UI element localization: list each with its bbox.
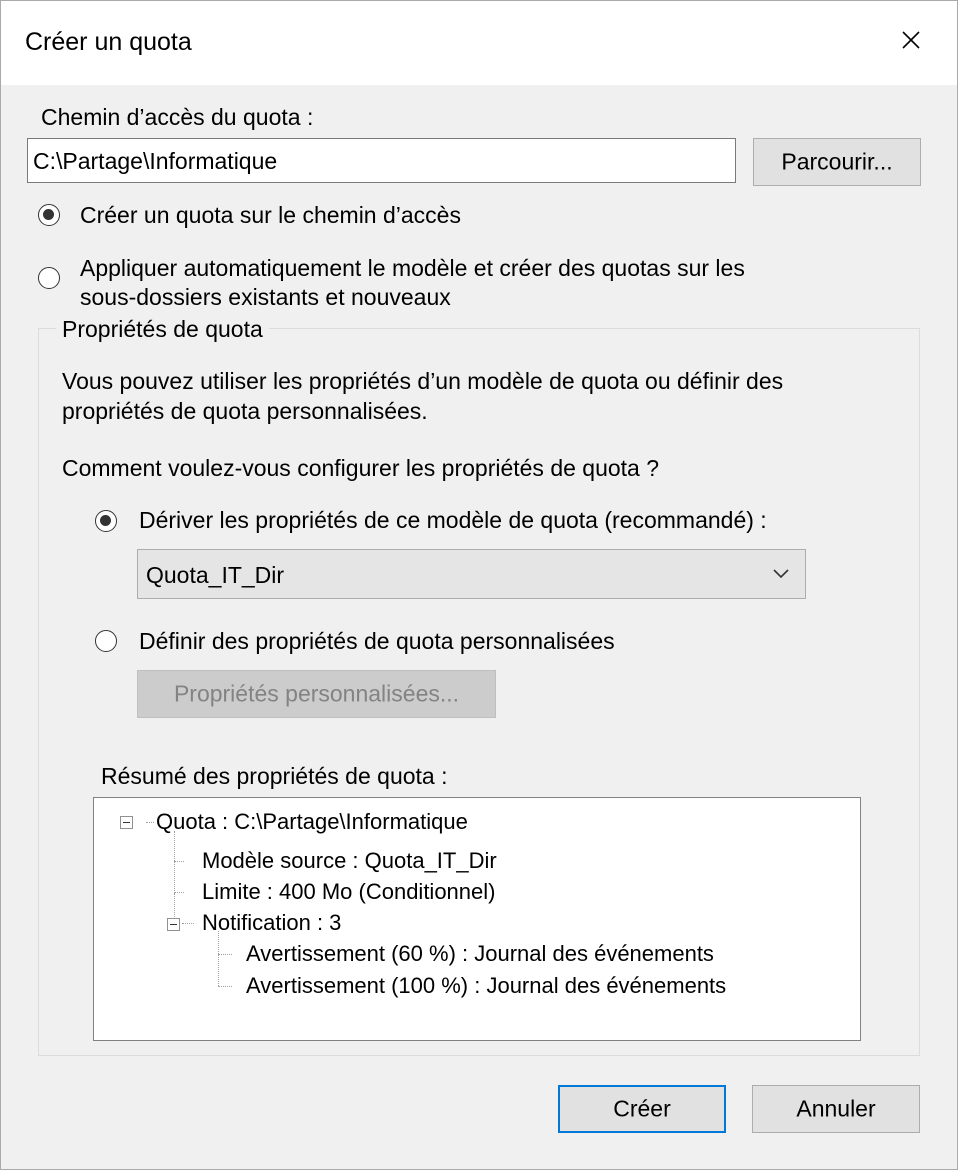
create-button[interactable] — [558, 1085, 726, 1133]
radio-create-on-path[interactable] — [38, 204, 60, 226]
template-select-value: Quota_IT_Dir — [146, 562, 285, 588]
chevron-down-icon — [773, 567, 789, 585]
tree-node-quota[interactable]: Quota : C:\Partage\Informatique — [156, 809, 468, 834]
custom-properties-button-label: Propriétés personnalisées... — [173, 680, 460, 707]
tree-connector — [174, 893, 175, 917]
path-value: C:\Partage\Informatique — [33, 148, 278, 174]
radio-auto-apply-label-line1: Appliquer automatiquement le modèle et créer des quotas sur les — [80, 255, 745, 281]
collapse-icon[interactable] — [120, 816, 133, 829]
radio-custom-properties[interactable] — [95, 630, 117, 652]
summary-tree[interactable] — [93, 797, 861, 1041]
tree-connector — [218, 986, 232, 987]
path-input[interactable] — [27, 138, 736, 183]
tree-connector — [174, 831, 175, 893]
custom-properties-button[interactable] — [137, 670, 496, 718]
tree-connector — [218, 931, 219, 986]
close-icon[interactable] — [894, 23, 928, 57]
tree-node-warning-100[interactable]: Avertissement (100 %) : Journal des événements — [246, 973, 727, 998]
radio-derive-template[interactable] — [95, 510, 117, 532]
browse-button[interactable] — [753, 138, 921, 186]
tree-connector — [174, 892, 184, 893]
tree-connector — [218, 954, 232, 955]
create-button-label: Créer — [613, 1095, 671, 1122]
radio-custom-properties-label: Définir des propriétés de quota personnalisées — [139, 628, 615, 654]
summary-label: Résumé des propriétés de quota : — [101, 763, 448, 789]
properties-description-line2: propriétés de quota personnalisées. — [62, 398, 428, 424]
window-title: Créer un quota — [25, 28, 192, 56]
cancel-button[interactable] — [752, 1085, 920, 1133]
tree-connector — [174, 861, 184, 862]
title-bar — [1, 1, 957, 85]
tree-connector — [182, 923, 194, 924]
properties-description-line1: Vous pouvez utiliser les propriétés d’un modèle de quota ou définir des — [62, 368, 784, 394]
browse-button-label: Parcourir... — [781, 148, 893, 175]
tree-node-limit[interactable]: Limite : 400 Mo (Conditionnel) — [202, 879, 496, 904]
quota-properties-group-title: Propriétés de quota — [56, 316, 269, 343]
template-select[interactable] — [137, 549, 806, 599]
radio-create-on-path-label: Créer un quota sur le chemin d’accès — [80, 202, 461, 228]
configure-question: Comment voulez-vous configurer les propriétés de quota ? — [62, 455, 660, 481]
tree-connector — [146, 822, 154, 823]
radio-derive-template-label: Dériver les propriétés de ce modèle de quota (recommandé) : — [139, 507, 767, 533]
tree-node-warning-60[interactable]: Avertissement (60 %) : Journal des événements — [246, 941, 714, 966]
radio-auto-apply[interactable] — [38, 267, 60, 289]
cancel-button-label: Annuler — [796, 1095, 876, 1122]
radio-auto-apply-label-line2: sous-dossiers existants et nouveaux — [80, 284, 451, 310]
tree-node-source-template[interactable]: Modèle source : Quota_IT_Dir — [202, 848, 497, 873]
tree-node-notification[interactable]: Notification : 3 — [202, 910, 342, 935]
collapse-icon[interactable] — [167, 918, 180, 931]
path-label: Chemin d’accès du quota : — [41, 104, 314, 130]
